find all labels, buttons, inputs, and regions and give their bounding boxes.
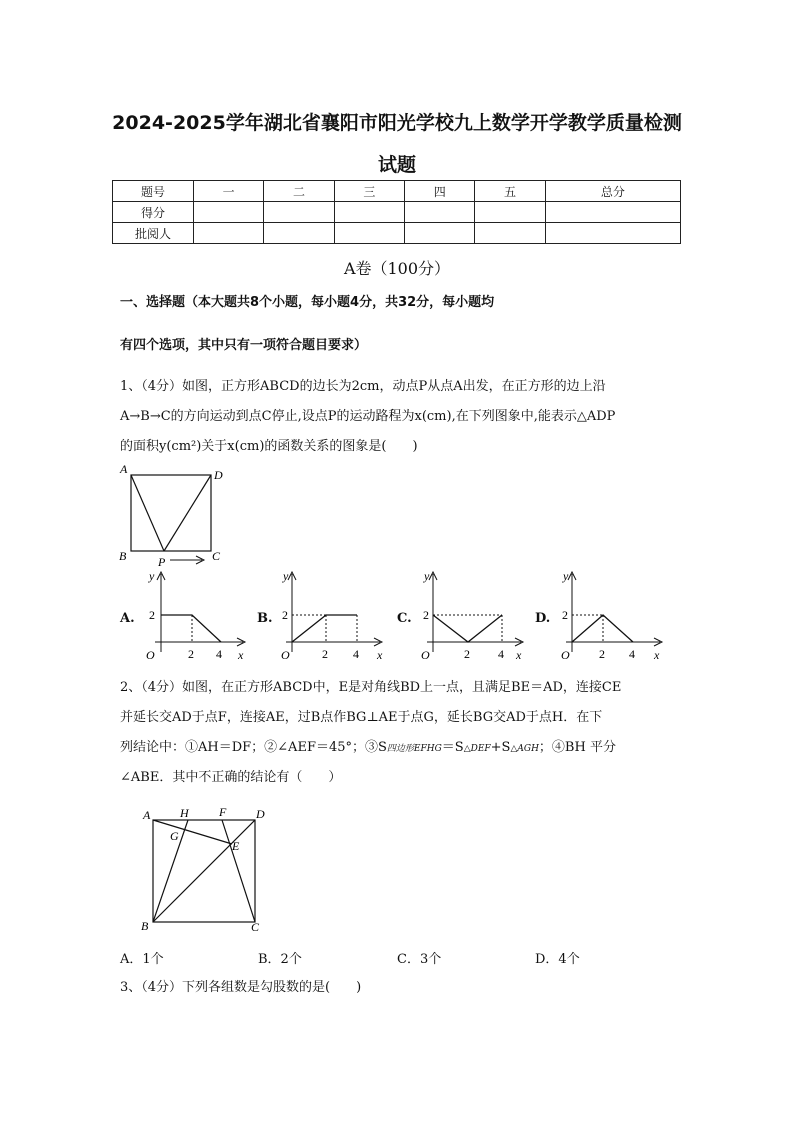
tick-label: 2	[423, 608, 429, 622]
tick-label: 2	[562, 608, 568, 622]
table-cell: 一	[194, 181, 264, 202]
origin-label: O	[146, 648, 155, 662]
table-cell[interactable]	[475, 202, 545, 223]
y-label: y	[283, 569, 289, 583]
q2-option-a[interactable]: A．1个	[120, 952, 164, 967]
segment-dp	[164, 475, 211, 551]
q2-line3	[120, 733, 690, 764]
q1-graph-c	[418, 566, 530, 664]
score-table-row	[113, 202, 681, 223]
q1-option-a[interactable]: A.	[120, 611, 135, 626]
score-table-header-row	[113, 181, 681, 202]
tick-label: 4	[498, 647, 504, 661]
table-cell[interactable]	[475, 223, 545, 244]
q1-line3: 的面积y(cm²)关于x(cm)的函数关系的图象是( )	[120, 439, 418, 454]
table-cell[interactable]	[264, 223, 334, 244]
q2-line4: ∠ABE．其中不正确的结论有（ ）	[120, 770, 342, 785]
graph-line	[433, 615, 502, 642]
q2-line1: 2、（4分）如图，在正方形ABCD中，E是对角线BD上一点，且满足BE＝AD，连接CE	[120, 680, 622, 695]
q2-option-c[interactable]: C．3个	[397, 952, 442, 967]
label-p: P	[158, 555, 166, 569]
table-cell: 总分	[545, 181, 680, 202]
origin-label: O	[281, 648, 290, 662]
q1-option-c[interactable]: C.	[397, 611, 412, 626]
score-table	[112, 180, 681, 244]
table-cell: 题号	[113, 181, 194, 202]
q2-line3-text: ；④BH 平分	[538, 740, 616, 755]
q1-graph-b	[278, 566, 390, 664]
table-cell: 得分	[113, 202, 194, 223]
subscript: △DEF	[463, 744, 491, 754]
table-cell[interactable]	[405, 202, 475, 223]
table-cell: 二	[264, 181, 334, 202]
label-h: H	[180, 806, 189, 820]
tick-label: 2	[149, 608, 155, 622]
table-cell[interactable]	[194, 223, 264, 244]
segment-ap	[131, 475, 164, 551]
score-table-row	[113, 223, 681, 244]
table-cell: 三	[334, 181, 404, 202]
q2-line3-text: ＝S	[441, 740, 464, 755]
section-heading-line2: 有四个选项，其中只有一项符合题目要求）	[120, 338, 368, 353]
label-e: E	[232, 839, 240, 853]
q2-option-b[interactable]: B．2个	[258, 952, 302, 967]
graph-line	[292, 615, 357, 642]
volume-label: A卷（100分）	[343, 259, 451, 278]
segment-ae	[153, 820, 232, 844]
q2-line3-text: +S	[490, 740, 511, 755]
label-a: A	[143, 808, 151, 822]
q1-option-d[interactable]: D.	[535, 611, 551, 626]
tick-label: 2	[322, 647, 328, 661]
tick-label: 2	[282, 608, 288, 622]
label-b: B	[119, 549, 127, 563]
q3-line1: 3、（4分）下列各组数是勾股数的是( )	[120, 980, 362, 995]
tick-label: 2	[464, 647, 470, 661]
q1-square-figure	[112, 460, 232, 570]
y-label: y	[563, 569, 569, 583]
label-c: C	[212, 549, 221, 563]
tick-label: 4	[629, 647, 635, 661]
table-cell[interactable]	[334, 202, 404, 223]
q2-line3-text: 列结论中：①AH＝DF；②∠AEF＝45°；③S	[120, 740, 387, 755]
table-cell[interactable]	[405, 223, 475, 244]
x-label: x	[377, 648, 383, 662]
x-label: x	[654, 648, 660, 662]
label-g: G	[170, 829, 179, 843]
label-f: F	[219, 805, 227, 819]
table-cell[interactable]	[334, 223, 404, 244]
section-heading-line1: 一、选择题（本大题共8个小题，每小题4分，共32分，每小题均	[120, 295, 495, 310]
q1-line2: A→B→C的方向运动到点C停止,设点P的运动路程为x(cm),在下列图象中,能表示△ADP	[120, 409, 616, 424]
table-cell[interactable]	[194, 202, 264, 223]
origin-label: O	[421, 648, 430, 662]
origin-label: O	[561, 648, 570, 662]
exam-title-line2: 试题	[377, 154, 416, 176]
label-c: C	[251, 920, 260, 934]
q1-line1: 1、（4分）如图，正方形ABCD的边长为2cm，动点P从点A出发，在正方形的边上沿	[120, 379, 606, 394]
tick-label: 2	[599, 647, 605, 661]
q1-graph-a	[140, 566, 252, 664]
y-label: y	[149, 569, 155, 583]
segment-cf	[222, 820, 255, 922]
exam-title-line1: 2024-2025学年湖北省襄阳市阳光学校九上数学开学教学质量检测	[112, 112, 682, 134]
table-cell[interactable]	[264, 202, 334, 223]
x-label: x	[238, 648, 244, 662]
table-cell: 五	[475, 181, 545, 202]
q2-square-figure	[136, 800, 276, 940]
label-a: A	[120, 462, 128, 476]
x-label: x	[516, 648, 522, 662]
q1-graph-d	[558, 566, 670, 664]
q2-option-d[interactable]: D．4个	[535, 952, 580, 967]
y-label: y	[424, 569, 430, 583]
table-cell: 四	[405, 181, 475, 202]
graph-line	[161, 615, 221, 642]
table-cell[interactable]	[545, 202, 680, 223]
subscript: △AGH	[510, 744, 539, 754]
tick-label: 4	[353, 647, 359, 661]
q1-option-b[interactable]: B.	[257, 611, 273, 626]
label-d: D	[256, 807, 265, 821]
label-b: B	[141, 919, 149, 933]
tick-label: 2	[188, 647, 194, 661]
subscript: 四边形EFHG	[386, 744, 442, 754]
table-cell[interactable]	[545, 223, 680, 244]
label-d: D	[214, 468, 223, 482]
tick-label: 4	[216, 647, 222, 661]
q2-line2: 并延长交AD于点F，连接AE，过B点作BG⊥AE于点G，延长BG交AD于点H．在下	[120, 710, 603, 725]
table-cell: 批阅人	[113, 223, 194, 244]
